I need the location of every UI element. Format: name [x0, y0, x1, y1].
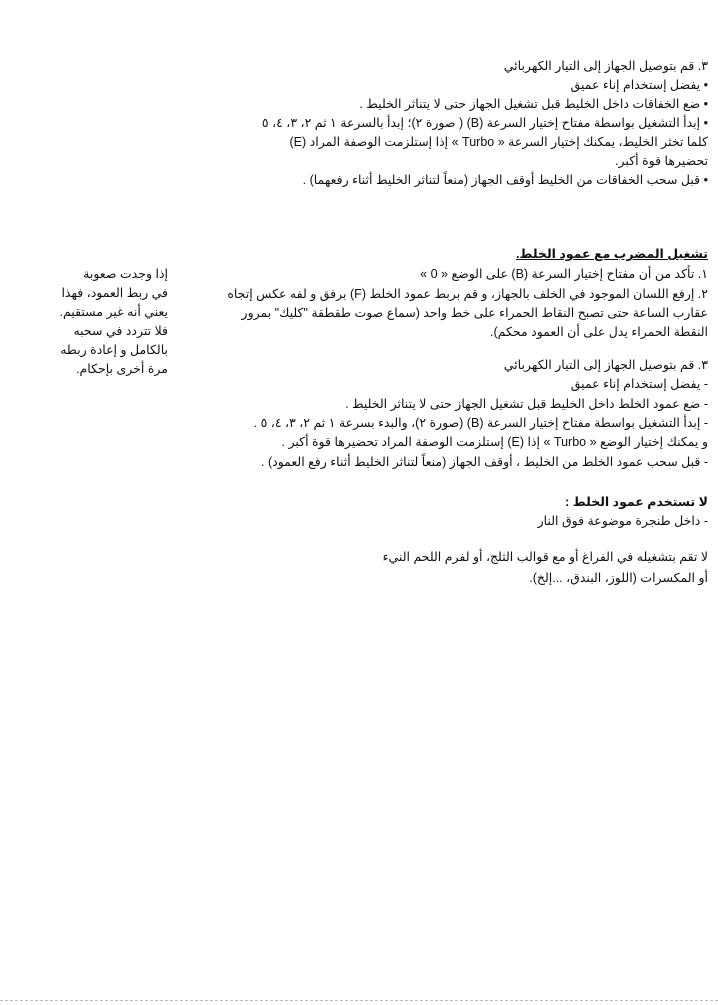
s2-step2-cont: عقارب الساعة حتى تصبح النقاط الحمراء على خط واحد (سماع صوت طقطقة "كليك" بمرور — [241, 306, 708, 320]
s1-bullet-3: • إبدأ التشغيل بواسطة مفتاح إختيار السرعة (B) ( صورة ٢)؛ إبدأ بالسرعة ١ ثم ٢، ٣، ٤، ٥ — [261, 116, 708, 130]
s2-step2: ٢. إرفع اللسان الموجود في الخلف بالجهاز، و قم بربط عمود الخلط (F) برفق و لفه عكس إتجاه — [227, 287, 708, 301]
s1-bullet-3-cont2: تحضيرها قوة أكبر. — [615, 154, 708, 168]
s2-dash-1: - يفضل إستخدام إناء عميق — [570, 377, 708, 391]
s2-dash-3: - إبدأ التشغيل بواسطة مفتاح إختيار السرعة (B) (صورة ٢)، والبدء بسرعة ١ ثم ٢، ٣، ٤، ٥ . — [253, 416, 708, 430]
sidenote-line-1: إذا وجدت صعوبة — [83, 267, 168, 281]
sidenote-line-3: يعني أنه غير مستقيم. — [59, 305, 168, 319]
sidenote-line-5: بالكامل و إعادة ربطه — [60, 343, 168, 357]
s1-step3: ٣. قم بتوصيل الجهاز إلى التيار الكهربائي — [503, 59, 708, 73]
s1-bullet-2: • ضع الخفاقات داخل الخليط قبل تشغيل الجهاز حتى لا يتناثر الخليط . — [359, 97, 708, 111]
s3-line-2: لا تقم بتشغيله في الفراغ أو مع قوالب الثلج، أو لفرم اللحم النيء — [382, 550, 708, 564]
s2-step3: ٣. قم بتوصيل الجهاز إلى التيار الكهربائي — [503, 358, 708, 372]
s3-line-3: أو المكسرات (اللوز، البندق، ...إلخ). — [529, 571, 708, 585]
page-bottom-edge — [0, 1000, 718, 1003]
s2-step1: ١. تأكد من أن مفتاح إختيار السرعة (B) على الوضع « 0 » — [420, 267, 708, 281]
s2-heading: تشغيل المضرب مع عمود الخلط. — [515, 247, 708, 261]
s2-dash-2: - ضع عمود الخلط داخل الخليط قبل تشغيل الجهاز حتى لا يتناثر الخليط . — [345, 397, 708, 411]
s1-bullet-4: • قبل سحب الخفاقات من الخليط أوقف الجهاز (منعاً لتناثر الخليط أثناء رفعهما) . — [302, 173, 708, 187]
s1-bullet-3-cont: كلما تخثر الخليط، يمكنك إختيار السرعة « Turbo » إذا إستلزمت الوصفة المراد (E) — [289, 135, 708, 149]
s1-bullet-1: • يفضل إستخدام إناء عميق — [570, 78, 708, 92]
s2-dash-4: - قبل سحب عمود الخلط من الخليط ، أوقف الجهاز (منعاً لتناثر الخليط أثناء رفع العمود) . — [261, 455, 708, 469]
s2-step2-cont2: النقطة الحمراء يدل على أن العمود محكم). — [490, 325, 708, 339]
sidenote-line-2: في ربط العمود، فهذا — [61, 286, 168, 300]
s3-heading: لا تستخدم عمود الخلط : — [565, 495, 708, 509]
sidenote-line-4: فلا تتردد في سحبه — [73, 324, 168, 338]
sidenote-line-6: مرة أخرى بإحكام. — [76, 362, 168, 376]
s2-dash-3-cont: و يمكنك إختيار الوضع « Turbo » إذا (E) إستلزمت الوصفة المراد تحضيرها قوة أكبر . — [281, 435, 708, 449]
s3-dash-1: - داخل طنجرة موضوعة فوق النار — [537, 514, 708, 528]
